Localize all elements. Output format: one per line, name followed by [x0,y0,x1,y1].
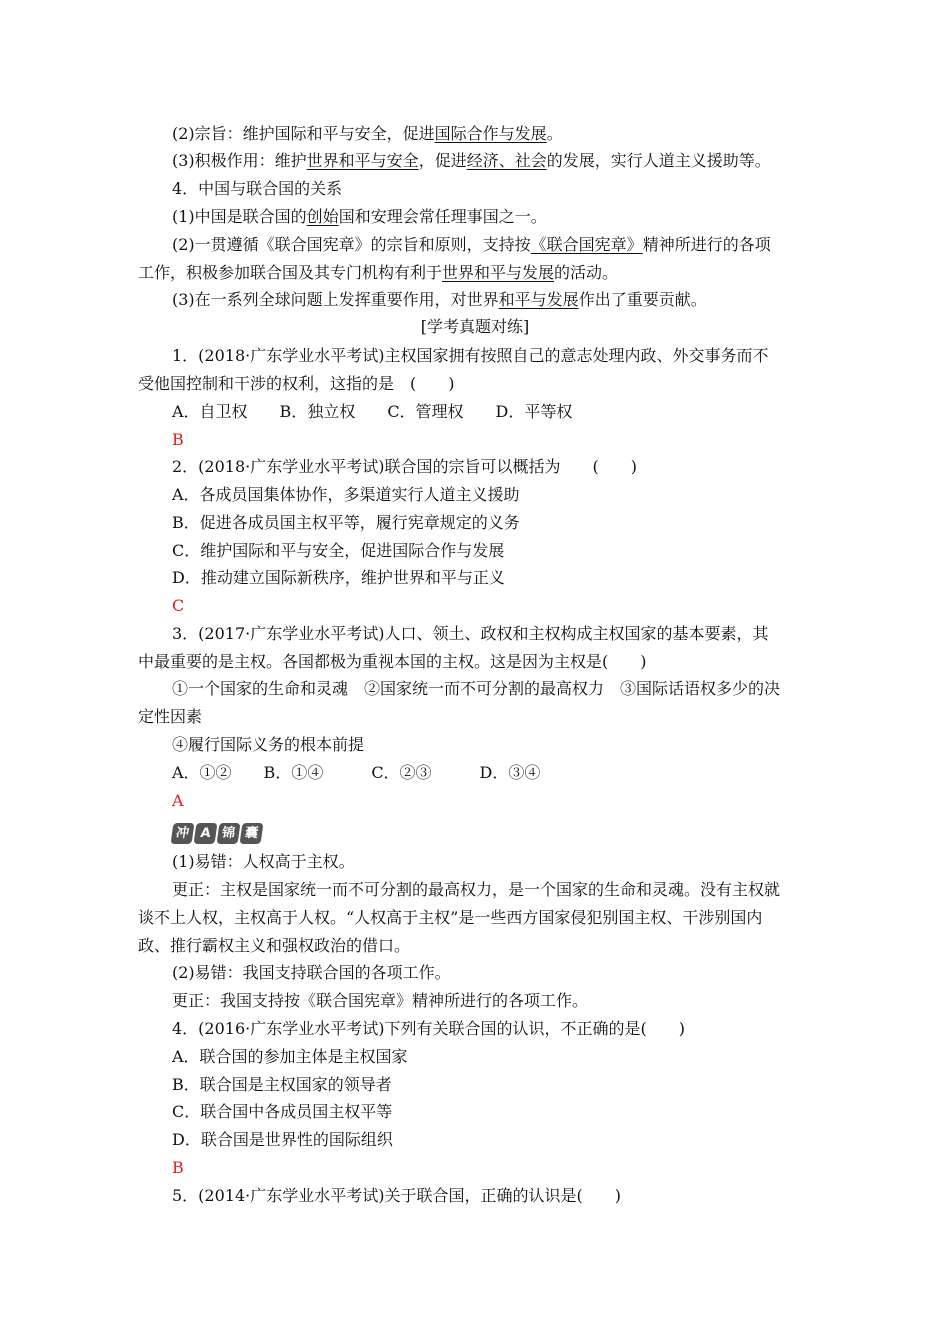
q2-option-d: D．推动建立国际新秩序，维护世界和平与正义 [172,568,505,587]
underlined-answer: 创始 [306,207,339,226]
badge-char: 锦 [217,823,241,844]
q1-answer: B [172,430,184,449]
underlined-answer: 和平与发展 [498,290,579,309]
q4-option-d: D．联合国是世界性的国际组织 [172,1130,393,1149]
underlined-answer: 经济、社会 [466,151,547,170]
text: (3)积极作用：维护 [172,151,307,170]
q4-answer: B [172,1158,184,1177]
q4-option-b: B．联合国是主权国家的领导者 [172,1075,392,1094]
text: (2)宗旨：维护国际和平与安全，促进 [172,124,435,143]
tip-2: (2)易错：我国支持联合国的各项工作。 [172,963,451,982]
text: 国和安理会常任理事国之一。 [338,207,547,226]
purpose-line [172,123,563,145]
text: (3)在一系列全球问题上发挥重要作用，对世界 [172,290,499,309]
underlined-answer: 《联合国宪章》 [530,235,643,254]
q1-stem-cont: 受他国控制和干涉的权利，这指的是 ( ) [138,374,455,393]
text: (2)一贯遵循《联合国宪章》的宗旨和原则，支持按 [172,235,531,254]
badge-char: 囊 [240,823,264,844]
q2-option-c: C．维护国际和平与安全，促进国际合作与发展 [172,541,505,560]
text: 精神所进行的各项 [642,235,771,254]
china-un-point-3 [172,289,707,311]
q1-stem: 1．(2018·广东学业水平考试)主权国家拥有按照自己的意志处理内政、外交事务而不 [172,346,769,365]
q4-option-c: C．联合国中各成员国主权平等 [172,1102,393,1121]
role-line [172,150,771,172]
tip-1: (1)易错：人权高于主权。 [172,852,355,871]
q2-answer: C [172,596,185,615]
china-un-point-1 [172,206,547,228]
q1-options: A．自卫权 B．独立权 C．管理权 D．平等权 [172,402,573,421]
q4-stem: 4．(2016·广东学业水平考试)下列有关联合国的认识，不正确的是( ) [172,1019,685,1038]
q3-options: A．①② B．①④ C．②③ D．③④ [172,763,541,782]
q2-option-b: B．促进各成员国主权平等，履行宪章规定的义务 [172,513,520,532]
chong-a-jinnang-badge [172,823,262,844]
underlined-answer: 世界和平与发展 [442,263,555,282]
q3-stem-cont: 中最重要的是主权。各国都极为重视本国的主权。这是因为主权是( ) [138,652,647,671]
text: 。 [546,124,563,143]
text: 的活动。 [554,263,619,282]
q3-items: ①一个国家的生命和灵魂 ②国家统一而不可分割的最高权力 ③国际话语权多少的决 [172,679,781,698]
q3-stem: 3．(2017·广东学业水平考试)人口、领土、政权和主权构成主权国家的基本要素，其 [172,624,769,643]
text: ，促进 [418,151,467,170]
q4-option-a: A．联合国的参加主体是主权国家 [172,1047,408,1066]
q5-stem: 5．(2014·广东学业水平考试)关于联合国，正确的认识是( ) [172,1186,621,1205]
underlined-answer: 世界和平与安全 [306,151,419,170]
text: 的发展，实行人道主义援助等。 [546,151,771,170]
text: 工作，积极参加联合国及其专门机构有利于 [138,263,443,282]
china-un-point-2 [172,234,771,256]
practice-heading: [学考真题对练] [420,317,530,336]
tip-1-fix-cont: 谈不上人权，主权高于人权。“人权高于主权”是一些西方国家侵犯别国主权、干涉别国内 [138,908,763,927]
q3-item-4: ④履行国际义务的根本前提 [172,735,365,754]
section-heading: 4．中国与联合国的关系 [172,179,343,198]
q3-answer: A [172,791,184,810]
badge-char: A [194,823,218,844]
text: (1)中国是联合国的 [172,207,307,226]
q3-items-cont: 定性因素 [138,707,203,726]
tip-2-fix: 更正：我国支持按《联合国宪章》精神所进行的各项工作。 [172,991,589,1010]
text: 作出了重要贡献。 [578,290,707,309]
tip-1-fix-cont: 政、推行霸权主义和强权政治的借口。 [138,936,411,955]
q2-stem: 2．(2018·广东学业水平考试)联合国的宗旨可以概括为 ( ) [172,457,637,476]
badge-char: 冲 [171,823,195,844]
q2-option-a: A．各成员国集体协作，多渠道实行人道主义援助 [172,485,520,504]
tip-1-fix: 更正：主权是国家统一而不可分割的最高权力，是一个国家的生命和灵魂。没有主权就 [172,880,781,899]
underlined-answer: 国际合作与发展 [434,124,547,143]
china-un-point-2-cont [138,262,618,284]
